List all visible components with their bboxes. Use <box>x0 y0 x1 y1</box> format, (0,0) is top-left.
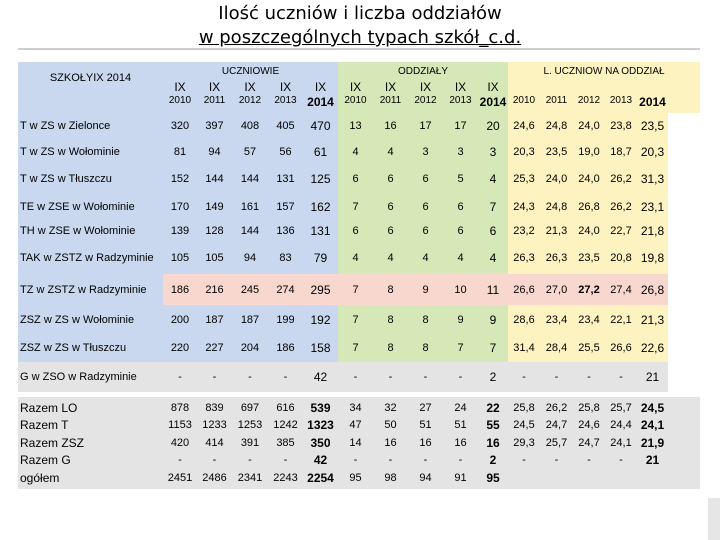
header-year-label: 2013 <box>609 95 633 106</box>
totals-cell: 25,8 <box>513 401 535 414</box>
table-cell: 6 <box>443 194 478 219</box>
table-cell: 8 <box>408 334 443 362</box>
table-cell: 23,5 <box>540 139 573 164</box>
table-cell: 204 <box>232 334 268 362</box>
table-row-label: T w ZS w Wołominie <box>18 139 163 164</box>
table-cell: - <box>443 362 478 392</box>
table-cell: 245 <box>232 274 268 305</box>
table-cell: 157 <box>268 194 303 219</box>
table-row-label: TH w ZSE w Wołominie <box>18 219 163 242</box>
table-cell: 7 <box>338 334 373 362</box>
table-cell: - <box>408 362 443 392</box>
totals-row-label: ogółem <box>20 470 60 485</box>
table-cell: 27,0 <box>540 274 573 305</box>
totals-cell: 391 <box>240 436 260 449</box>
table-cell: 17 <box>443 113 478 139</box>
header-year-label: 2012 <box>238 95 262 106</box>
table-cell: 3 <box>478 139 508 164</box>
totals-cell <box>605 469 637 487</box>
totals-cell: - <box>353 454 358 467</box>
table-cell: 22,1 <box>605 305 637 334</box>
table-cell: 31,3 <box>637 164 668 194</box>
table-cell: 6 <box>478 219 508 242</box>
table-cell: 105 <box>163 242 197 274</box>
table-cell: 23,4 <box>540 305 573 334</box>
table-row-label: T w ZS w Zielonce <box>18 113 163 139</box>
totals-cell: 21 <box>645 453 660 468</box>
header-month-label: IX <box>244 80 256 94</box>
totals-cell: 24,6 <box>578 419 600 432</box>
table-cell: 20,8 <box>605 242 637 274</box>
totals-cell: 50 <box>384 419 397 432</box>
totals-cell: 24,7 <box>578 436 600 449</box>
header-year-label: 2014 <box>307 95 334 109</box>
table-cell: 20 <box>478 113 508 139</box>
table-cell: 21 <box>637 362 668 392</box>
table-cell: 216 <box>197 274 232 305</box>
table-cell: - <box>508 362 540 392</box>
table-cell: 57 <box>232 139 268 164</box>
table-cell: 23,1 <box>637 194 668 219</box>
table-cell: 149 <box>197 194 232 219</box>
totals-cell: 51 <box>454 419 467 432</box>
table-cell: 6 <box>338 164 373 194</box>
header-month-label <box>637 80 668 94</box>
table-cell: 6 <box>408 219 443 242</box>
table-cell: 139 <box>163 219 197 242</box>
table-cell: 25,3 <box>508 164 540 194</box>
table-cell: 408 <box>232 113 268 139</box>
totals-cell: 55 <box>486 418 500 433</box>
table-cell: 24,8 <box>540 113 573 139</box>
table-cell: 7 <box>478 334 508 362</box>
table-cell: 295 <box>303 274 338 305</box>
table-cell: - <box>268 362 303 392</box>
table-cell: 227 <box>197 334 232 362</box>
table-cell: 23,5 <box>637 113 668 139</box>
table-cell: 3 <box>443 139 478 164</box>
header-year-label: 2011 <box>379 95 402 106</box>
table-row-label: T w ZS w Tłuszczu <box>18 164 163 194</box>
table-cell: 9 <box>408 274 443 305</box>
table-cell: 21,8 <box>637 219 668 242</box>
table-cell: 10 <box>443 274 478 305</box>
table-cell: 4 <box>373 242 408 274</box>
table-cell: 9 <box>443 305 478 334</box>
header-year-label: 2010 <box>168 95 192 106</box>
totals-cell: 1323 <box>307 418 334 433</box>
table-cell: 23,8 <box>605 113 637 139</box>
table-cell: 79 <box>303 242 338 274</box>
header-month-label: IX <box>208 80 221 94</box>
header-month-label: IX <box>314 80 327 94</box>
table-cell: - <box>605 362 637 392</box>
totals-cell: 1153 <box>168 419 192 432</box>
totals-cell: 24,1 <box>610 436 632 449</box>
table-row-label: ZSZ w ZS w Wołominie <box>18 305 163 334</box>
header-year-label: 2014 <box>479 95 507 109</box>
table-cell: 27,2 <box>573 274 605 305</box>
table-cell: 8 <box>373 274 408 305</box>
totals-cell <box>637 469 668 487</box>
totals-cell: 2254 <box>307 470 334 485</box>
totals-cell: - <box>619 454 623 467</box>
header-month-label <box>540 80 573 94</box>
table-cell: 152 <box>163 164 197 194</box>
table-cell: 28,4 <box>540 334 573 362</box>
table-cell: 220 <box>163 334 197 362</box>
totals-cell: - <box>423 454 428 467</box>
table-cell: 31,4 <box>508 334 540 362</box>
header-month-label: IX <box>454 80 467 94</box>
header-year-label: 2010 <box>512 95 536 106</box>
title-divider <box>18 48 700 50</box>
totals-cell: 24,1 <box>640 418 665 433</box>
totals-cell: 24,5 <box>640 400 665 415</box>
table-cell: 405 <box>268 113 303 139</box>
table-cell: 26,8 <box>637 274 668 305</box>
header-year-label: 2011 <box>545 95 568 106</box>
table-cell: 22,7 <box>605 219 637 242</box>
totals-cell: 25,7 <box>610 401 632 414</box>
totals-cell: 2341 <box>237 471 263 484</box>
totals-cell: 22 <box>486 400 500 415</box>
totals-cell: - <box>587 454 591 467</box>
totals-cell: 1233 <box>202 419 227 432</box>
table-cell: 83 <box>268 242 303 274</box>
totals-cell: 21,9 <box>640 435 665 450</box>
totals-cell: 350 <box>310 435 331 450</box>
header-year-label: 2014 <box>639 95 666 109</box>
table-cell: 18,7 <box>605 139 637 164</box>
totals-cell: 29,3 <box>513 436 535 449</box>
totals-row-label: Razem LO <box>20 400 78 415</box>
table-cell: 21,3 <box>637 305 668 334</box>
table-cell: 61 <box>303 139 338 164</box>
table-cell: 158 <box>303 334 338 362</box>
totals-cell: 34 <box>349 401 362 414</box>
totals-cell: 697 <box>240 401 260 414</box>
table-cell: 136 <box>268 219 303 242</box>
header-school-cell <box>18 62 163 113</box>
table-cell: 24,0 <box>573 113 605 139</box>
totals-cell: 16 <box>454 436 467 449</box>
table-cell: 23,5 <box>573 242 605 274</box>
table-cell: 128 <box>197 219 232 242</box>
table-cell: - <box>163 362 197 392</box>
header-group-label: UCZNIOWIE <box>221 66 280 77</box>
table-cell: 170 <box>163 194 197 219</box>
table-cell: 6 <box>408 194 443 219</box>
table-cell: 186 <box>268 334 303 362</box>
table-cell: 26,3 <box>508 242 540 274</box>
header-month-label: IX <box>487 80 499 94</box>
table-cell: 8 <box>408 305 443 334</box>
totals-cell: 42 <box>313 453 328 468</box>
totals-cell: 839 <box>205 401 224 414</box>
header-year-label: 2010 <box>344 95 367 106</box>
table-cell: 13 <box>338 113 373 139</box>
table-cell: 8 <box>373 334 408 362</box>
table-cell: 397 <box>197 113 232 139</box>
table-cell: 17 <box>408 113 443 139</box>
totals-cell: 539 <box>310 400 331 415</box>
table-cell: - <box>197 362 232 392</box>
totals-cell: 14 <box>349 436 362 449</box>
table-cell: 186 <box>163 274 197 305</box>
totals-row-label: Razem G <box>20 453 71 468</box>
table-cell: - <box>573 362 605 392</box>
table-cell: 23,4 <box>573 305 605 334</box>
totals-cell: 2486 <box>202 471 227 484</box>
totals-cell: 95 <box>349 471 362 484</box>
header-month-label: IX <box>174 80 186 94</box>
header-year-label: 2011 <box>203 95 226 106</box>
totals-cell: 25,7 <box>545 436 568 449</box>
table-cell: - <box>232 362 268 392</box>
totals-cell: 2 <box>489 453 497 468</box>
totals-cell: 24 <box>454 401 467 414</box>
totals-cell: 420 <box>170 436 190 449</box>
table-cell: 6 <box>373 164 408 194</box>
totals-cell: - <box>178 454 182 467</box>
header-month-label <box>605 80 637 94</box>
table-cell: 27,4 <box>605 274 637 305</box>
table-cell: 28,6 <box>508 305 540 334</box>
table-cell: 20,3 <box>508 139 540 164</box>
table-row-label: ZSZ w ZS w Tłuszczu <box>18 334 163 362</box>
table-cell: 187 <box>232 305 268 334</box>
totals-cell: 27 <box>419 401 432 414</box>
table-cell: 6 <box>373 219 408 242</box>
totals-cell: 2243 <box>273 471 298 484</box>
page-corner-decoration <box>708 498 720 540</box>
table-cell: 26,6 <box>605 334 637 362</box>
table-cell: 4 <box>373 139 408 164</box>
table-cell: 26,8 <box>573 194 605 219</box>
table-cell: 25,5 <box>573 334 605 362</box>
totals-row-label: Razem T <box>20 418 69 433</box>
table-cell: 19,0 <box>573 139 605 164</box>
header-month-label: IX <box>349 80 362 94</box>
totals-cell: - <box>212 454 217 467</box>
table-cell: 24,0 <box>573 219 605 242</box>
totals-cell: - <box>248 454 252 467</box>
table-cell: 144 <box>197 164 232 194</box>
header-month-label <box>508 80 540 94</box>
header-school-label: SZKOŁYIX 2014 <box>49 72 132 84</box>
table-cell: 4 <box>443 242 478 274</box>
table-cell: 16 <box>373 113 408 139</box>
totals-cell: 25,8 <box>578 401 600 414</box>
table-cell: 3 <box>408 139 443 164</box>
table-row-label: G w ZSO w Radzyminie <box>18 362 163 392</box>
table-cell: 23,2 <box>508 219 540 242</box>
totals-cell: 32 <box>384 401 397 414</box>
table-row-label: TAK w ZSTZ w Radzyminie <box>18 242 163 274</box>
table-cell: 4 <box>338 242 373 274</box>
totals-cell: 24,5 <box>513 419 535 432</box>
table-cell: 131 <box>303 219 338 242</box>
table-cell: 2 <box>478 362 508 392</box>
table-row-label: TZ w ZSTZ w Radzyminie <box>18 274 163 305</box>
table-cell: 20,3 <box>637 139 668 164</box>
totals-cell: 91 <box>454 471 467 484</box>
table-cell: 7 <box>338 194 373 219</box>
totals-cell: 16 <box>486 435 500 450</box>
totals-cell: 98 <box>384 471 397 484</box>
totals-cell: 2451 <box>167 471 193 484</box>
table-cell: 7 <box>338 274 373 305</box>
totals-cell: 616 <box>276 401 295 414</box>
table-cell: 5 <box>443 164 478 194</box>
table-cell: 192 <box>303 305 338 334</box>
totals-cell: 16 <box>384 436 397 449</box>
table-cell: 187 <box>197 305 232 334</box>
table-cell: 94 <box>232 242 268 274</box>
header-month-label <box>573 80 605 94</box>
totals-row-label: Razem ZSZ <box>20 435 85 450</box>
totals-cell: 414 <box>205 436 224 449</box>
table-row-label: TE w ZSE w Wołominie <box>18 194 163 219</box>
table-cell: 81 <box>163 139 197 164</box>
table-cell: 274 <box>268 274 303 305</box>
totals-cell: 24,4 <box>610 419 632 432</box>
table-cell: 22,6 <box>637 334 668 362</box>
table-cell: 199 <box>268 305 303 334</box>
totals-cell: 878 <box>170 401 190 414</box>
table-cell: 94 <box>197 139 232 164</box>
totals-cell: 94 <box>419 471 432 484</box>
table-cell: 162 <box>303 194 338 219</box>
table-cell: 26,6 <box>508 274 540 305</box>
table-cell: 24,3 <box>508 194 540 219</box>
header-month-label: IX <box>384 80 397 94</box>
totals-cell: - <box>388 454 393 467</box>
table-cell: 4 <box>478 164 508 194</box>
totals-cell: 1253 <box>237 419 263 432</box>
table-cell: 6 <box>338 219 373 242</box>
table-cell: 144 <box>232 164 268 194</box>
table-cell: 161 <box>232 194 268 219</box>
totals-cell: 385 <box>276 436 295 449</box>
page-subtitle: w poszczególnych typach szkół_c.d. <box>198 27 522 48</box>
header-year-label: 2012 <box>577 95 601 106</box>
totals-cell <box>540 469 573 487</box>
table-cell: 24,0 <box>540 164 573 194</box>
table-cell: 6 <box>443 219 478 242</box>
table-cell: 125 <box>303 164 338 194</box>
table-cell: 6 <box>408 164 443 194</box>
header-year-label: 2013 <box>449 95 472 106</box>
header-month-label: IX <box>419 80 432 94</box>
table-cell: 26,3 <box>540 242 573 274</box>
totals-cell: 47 <box>349 419 362 432</box>
totals-cell: - <box>283 454 288 467</box>
totals-cell: 95 <box>486 470 500 485</box>
table-cell: 200 <box>163 305 197 334</box>
table-cell: - <box>338 362 373 392</box>
table-cell: 42 <box>303 362 338 392</box>
header-year-label: 2012 <box>414 95 437 106</box>
table-cell: 21,3 <box>540 219 573 242</box>
table-cell: 131 <box>268 164 303 194</box>
header-group-label: L. UCZNIÓW NA ODDZIAŁ <box>543 66 665 77</box>
table-cell: 4 <box>478 242 508 274</box>
table-cell: 56 <box>268 139 303 164</box>
totals-cell: - <box>554 454 559 467</box>
table-cell: 6 <box>373 194 408 219</box>
table-cell: 8 <box>373 305 408 334</box>
header-year-label: 2013 <box>274 95 297 106</box>
table-cell: 7 <box>478 194 508 219</box>
table-cell: 26,2 <box>605 194 637 219</box>
totals-cell: 16 <box>419 436 432 449</box>
table-cell: 105 <box>197 242 232 274</box>
table-cell: 7 <box>338 305 373 334</box>
totals-cell: 51 <box>419 419 432 432</box>
totals-cell <box>508 469 540 487</box>
table-cell: 24,6 <box>508 113 540 139</box>
totals-cell: 24,7 <box>545 419 568 432</box>
table-cell: - <box>373 362 408 392</box>
table-cell: 4 <box>408 242 443 274</box>
totals-cell <box>573 469 605 487</box>
table-cell: - <box>540 362 573 392</box>
header-month-label: IX <box>279 80 292 94</box>
table-cell: 24,8 <box>540 194 573 219</box>
table-cell: 4 <box>338 139 373 164</box>
page-title: Ilość uczniów i liczba oddziałów <box>218 3 502 24</box>
table-cell: 11 <box>478 274 508 305</box>
header-group-label: ODDZIAŁY <box>397 66 448 77</box>
totals-cell: 1242 <box>273 419 298 432</box>
totals-cell: - <box>522 454 526 467</box>
table-cell: 9 <box>478 305 508 334</box>
totals-cell: - <box>458 454 463 467</box>
table-cell: 26,2 <box>605 164 637 194</box>
table-cell: 24,0 <box>573 164 605 194</box>
table-cell: 19,8 <box>637 242 668 274</box>
totals-cell: 26,2 <box>545 401 568 414</box>
table-cell: 470 <box>303 113 338 139</box>
table-cell: 144 <box>232 219 268 242</box>
table-cell: 7 <box>443 334 478 362</box>
table-cell: 320 <box>163 113 197 139</box>
